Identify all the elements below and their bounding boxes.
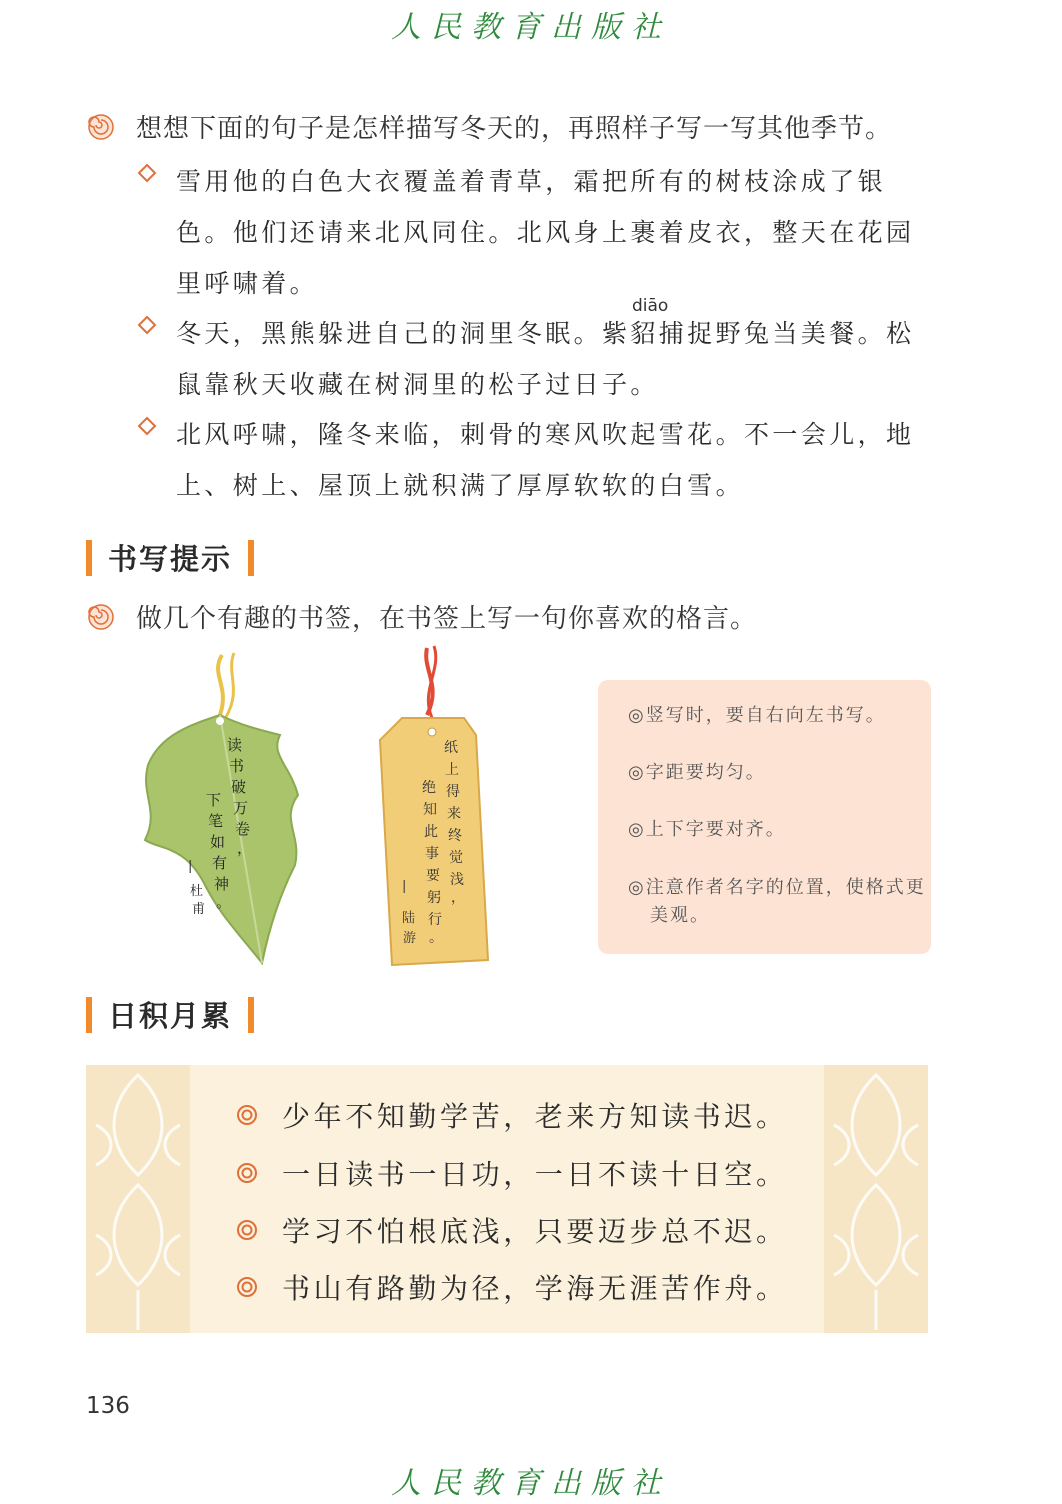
- example-text-1: 雪用他的白色大衣覆盖着青草，霜把所有的树枝涂成了银色。他们还请来北风同住。北风身上裹着皮衣，整天在花园里呼啸着。: [176, 167, 915, 298]
- heading-bar-right: [248, 540, 254, 576]
- tip-3: ◎上下字要对齐。: [628, 819, 786, 840]
- double-circle-bullet-icon: [236, 1104, 258, 1126]
- proverb-text-4: 书山有路勤为径，学海无涯苦作舟。: [282, 1272, 788, 1305]
- example-item-3: [136, 409, 936, 511]
- proverb-text-2: 一日读书一日功，一日不读十日空。: [282, 1158, 788, 1191]
- section-heading-daily-accumulation: [86, 994, 254, 1035]
- leaf-line-3: |杜甫: [188, 859, 206, 917]
- tip-2: ◎字距要均匀。: [628, 762, 766, 783]
- diamond-bullet-icon: [136, 314, 158, 336]
- publisher-logo-top: 人民教育出版社: [391, 10, 671, 45]
- leaf-line-2: 下笔如有神。: [206, 791, 232, 911]
- heading-bar-right: [248, 997, 254, 1033]
- task-instruction-1: [88, 108, 892, 145]
- section-heading-writing-tips: [86, 537, 254, 578]
- ornament-right: [824, 1065, 928, 1333]
- tip-1: ◎竖写时，要自右向左书写。: [628, 705, 886, 726]
- pinyin-annotation: diāo: [632, 296, 669, 316]
- paper-line-1: 纸上得来终觉浅，: [444, 740, 465, 906]
- publisher-logo-bottom: 人民教育出版社: [391, 1466, 671, 1501]
- writing-tips-panel: [598, 680, 931, 954]
- page-number: 136: [86, 1393, 130, 1419]
- swirl-icon: [88, 604, 114, 630]
- section-title-2: 日积月累: [108, 999, 233, 1033]
- leaf-bookmark-illustration: [130, 645, 310, 980]
- double-circle-bullet-icon: [236, 1162, 258, 1184]
- example-text-2: 冬天，黑熊躲进自己的洞里冬眠。紫貂捕捉野兔当美餐。松鼠靠秋天收藏在树洞里的松子过日子。: [176, 319, 915, 399]
- proverbs-panel: [86, 1065, 928, 1333]
- task-text-1: 想想下面的句子是怎样描写冬天的，再照样子写一写其他季节。: [136, 114, 893, 144]
- heading-bar-left: [86, 997, 92, 1033]
- example-item-1: [136, 156, 936, 309]
- paper-bookmark-illustration: [372, 640, 497, 980]
- section-title-1: 书写提示: [108, 542, 233, 576]
- example-text-3: 北风呼啸，隆冬来临，刺骨的寒风吹起雪花。不一会儿，地上、树上、屋顶上就积满了厚厚软软的白雪。: [176, 420, 915, 500]
- diamond-bullet-icon: [136, 162, 158, 184]
- tip-4: ◎注意作者名字的位置，使格式更美观。: [628, 877, 926, 926]
- proverb-1: [236, 1095, 788, 1135]
- proverb-2: [236, 1153, 788, 1193]
- swirl-icon: [88, 114, 114, 140]
- paper-line-2: 绝知此事要躬行。: [422, 780, 443, 946]
- ornament-left: [86, 1065, 190, 1333]
- proverb-4: [236, 1267, 788, 1307]
- example-item-2: [136, 308, 936, 410]
- heading-bar-left: [86, 540, 92, 576]
- double-circle-bullet-icon: [236, 1219, 258, 1241]
- proverb-text-1: 少年不知勤学苦，老来方知读书迟。: [282, 1100, 788, 1133]
- double-circle-bullet-icon: [236, 1276, 258, 1298]
- leaf-line-1: 读书破万卷，: [227, 736, 253, 857]
- paper-line-3: |陆游: [402, 879, 417, 946]
- proverb-3: [236, 1210, 788, 1250]
- diamond-bullet-icon: [136, 415, 158, 437]
- proverb-text-3: 学习不怕根底浅，只要迈步总不迟。: [282, 1215, 788, 1248]
- task-instruction-2: [88, 598, 757, 635]
- task-text-2: 做几个有趣的书签，在书签上写一句你喜欢的格言。: [136, 604, 758, 634]
